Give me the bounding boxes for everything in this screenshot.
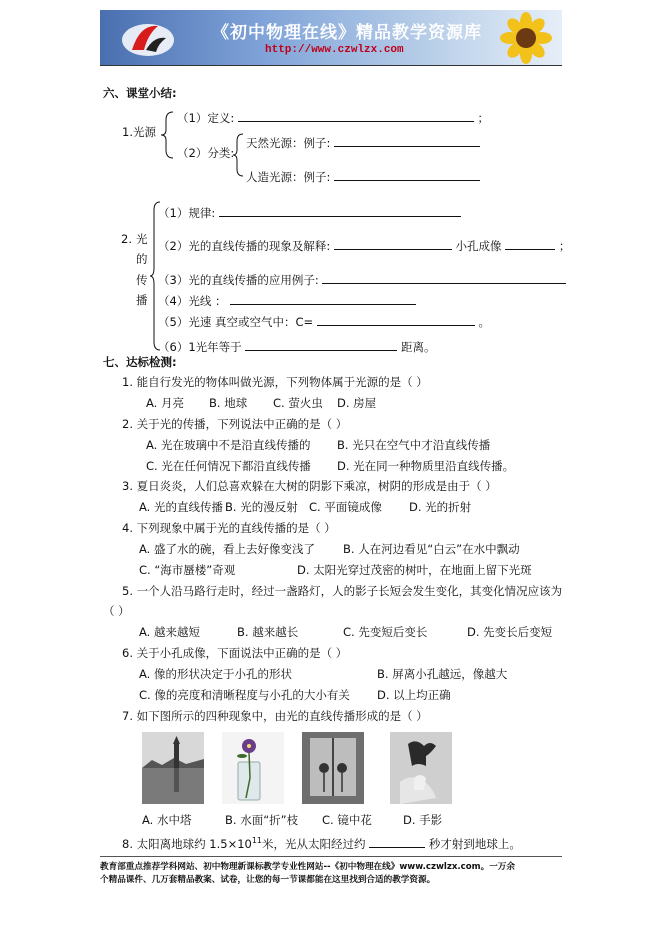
propagation-item2-end: ； <box>558 239 571 253</box>
propagation-item6: （6）1光年等于 <box>158 340 242 354</box>
q6-stem: 6. 关于小孔成像，下面说法中正确的是（ ） <box>122 646 348 660</box>
q3-option-c[interactable]: C. 平面镜成像 <box>309 500 382 514</box>
propagation-item4-blank[interactable] <box>230 293 416 305</box>
q5-option-c[interactable]: C. 先变短后变长 <box>343 625 428 639</box>
q7-option-b[interactable]: B. 水面“折”枝 <box>225 813 299 827</box>
propagation-item5-end: 。 <box>478 315 490 329</box>
q4-option-d[interactable]: D. 太阳光穿过茂密的树叶，在地面上留下光斑 <box>297 563 532 577</box>
light-source-label: 1.光源 <box>122 125 156 139</box>
definition-blank[interactable] <box>238 110 474 122</box>
q8-stem-c: 秒才射到地球上。 <box>428 836 521 851</box>
section7-heading: 七、达标检测: <box>103 355 177 369</box>
q4-option-c[interactable]: C. “海市蜃楼”奇观 <box>139 563 236 577</box>
q1-option-a[interactable]: A. 月亮 <box>146 396 184 410</box>
natural-source-label: 天然光源：例子: <box>246 136 331 150</box>
propagation-char-1: 光 <box>136 232 148 246</box>
q5-stem-bracket: （ ） <box>103 604 130 618</box>
q7-stem: 7. 如下图所示的四种现象中，由光的直线传播形成的是（ ） <box>122 709 428 723</box>
propagation-char-3: 传 <box>136 273 148 287</box>
propagation-item2-blank[interactable] <box>334 238 452 250</box>
q8-stem-a: 8. 太阳离地球约 1.5×10 <box>122 836 252 851</box>
classification-brace <box>232 132 244 178</box>
q7-option-c[interactable]: C. 镜中花 <box>322 813 372 827</box>
q7-option-d[interactable]: D. 手影 <box>403 813 443 827</box>
header-rule <box>100 65 562 66</box>
q2-option-d[interactable]: D. 光在同一种物质里沿直线传播。 <box>337 459 515 473</box>
q2-option-b[interactable]: B. 光只在空气中才沿直线传播 <box>337 438 491 452</box>
q8-stem-b: 米，光从太阳经过约 <box>262 836 366 851</box>
q8-blank[interactable] <box>369 836 425 848</box>
section6-heading: 六、课堂小结: <box>103 86 177 100</box>
footer-line2: 个精品课件、几万套精品教案、试卷，让您的每一节课都能在这里找到合适的教学资源。 <box>100 875 436 885</box>
header-banner <box>100 10 562 65</box>
light-source-brace <box>160 110 174 160</box>
pinhole-label: 小孔成像 <box>455 239 502 253</box>
q1-option-c[interactable]: C. 萤火虫 <box>273 396 323 410</box>
bent-branch-image <box>222 732 284 804</box>
q8-exponent: 11 <box>251 836 263 845</box>
artificial-source-blank[interactable] <box>334 169 480 181</box>
q3-stem: 3. 夏日炎炎，人们总喜欢躲在大树的阴影下乘凉，树阴的形成是由于（ ） <box>122 479 497 493</box>
q5-option-d[interactable]: D. 先变长后变短 <box>467 625 553 639</box>
q2-option-a[interactable]: A. 光在玻璃中不是沿直线传播的 <box>146 438 311 452</box>
q6-option-c[interactable]: C. 像的亮度和清晰程度与小孔的大小有关 <box>139 688 350 702</box>
logo-icon <box>118 16 178 60</box>
q4-option-b[interactable]: B. 人在河边看见“白云”在水中飘动 <box>343 542 520 556</box>
definition-label: （1）定义: <box>177 111 235 125</box>
pinhole-blank[interactable] <box>505 238 555 250</box>
q6-option-a[interactable]: A. 像的形状决定于小孔的形状 <box>139 667 292 681</box>
q3-option-a[interactable]: A. 光的直线传播 <box>139 500 223 514</box>
banner-url[interactable]: http://www.czwlzx.com <box>265 44 404 56</box>
propagation-item1: （1）规律: <box>158 206 216 220</box>
propagation-item4: （4）光线 ： <box>158 294 227 308</box>
q2-option-c[interactable]: C. 光在任何情况下都沿直线传播 <box>146 459 311 473</box>
sunflower-icon <box>495 12 557 64</box>
propagation-char-4: 播 <box>136 293 148 307</box>
q7-option-a[interactable]: A. 水中塔 <box>142 813 192 827</box>
propagation-item5: （5）光速 真空或空气中：C= <box>158 315 314 329</box>
q6-option-d[interactable]: D. 以上均正确 <box>377 688 451 702</box>
propagation-label-num: 2. <box>121 232 132 246</box>
banner-title: 《初中物理在线》精品教学资源库 <box>212 23 482 43</box>
propagation-item3: （3）光的直线传播的应用例子: <box>158 273 319 287</box>
propagation-item3-blank[interactable] <box>322 272 566 284</box>
q5-stem: 5. 一个人沿马路行走时，经过一盏路灯，人的影子长短会发生变化，其变化情况应该为 <box>122 584 563 598</box>
q3-option-d[interactable]: D. 光的折射 <box>409 500 472 514</box>
q3-option-b[interactable]: B. 光的漫反射 <box>225 500 298 514</box>
q5-option-b[interactable]: B. 越来越长 <box>237 625 299 639</box>
propagation-item1-blank[interactable] <box>219 205 461 217</box>
propagation-item6-end: 距离。 <box>400 340 436 354</box>
q4-stem: 4. 下列现象中属于光的直线传播的是（ ） <box>122 521 336 535</box>
propagation-item2: （2）光的直线传播的现象及解释: <box>158 239 331 253</box>
definition-end: ； <box>477 111 490 125</box>
propagation-char-2: 的 <box>136 252 148 266</box>
classification-label: （2）分类: <box>177 146 235 160</box>
q1-option-b[interactable]: B. 地球 <box>209 396 248 410</box>
q2-stem: 2. 关于光的传播，下列说法中正确的是（ ） <box>122 417 348 431</box>
footer-rule <box>100 856 562 857</box>
mirror-flower-image <box>302 732 364 804</box>
q4-option-a[interactable]: A. 盛了水的碗，看上去好像变浅了 <box>139 542 315 556</box>
artificial-source-label: 人造光源：例子: <box>246 170 331 184</box>
hand-shadow-image <box>390 732 452 804</box>
natural-source-blank[interactable] <box>334 135 480 147</box>
q5-option-a[interactable]: A. 越来越短 <box>139 625 200 639</box>
footer-line1: 教育部重点推荐学科网站、初中物理新课标教学专业性网站--《初中物理在线》www.czwlzx.com。一万余 <box>100 862 515 872</box>
tower-reflection-image <box>142 732 204 804</box>
light-year-blank[interactable] <box>245 339 397 351</box>
light-speed-blank[interactable] <box>317 314 475 326</box>
q1-option-d[interactable]: D. 房屋 <box>337 396 377 410</box>
q1-stem: 1. 能自行发光的物体叫做光源，下列物体属于光源的是（ ） <box>122 375 428 389</box>
q6-option-b[interactable]: B. 屏离小孔越远，像越大 <box>377 667 508 681</box>
